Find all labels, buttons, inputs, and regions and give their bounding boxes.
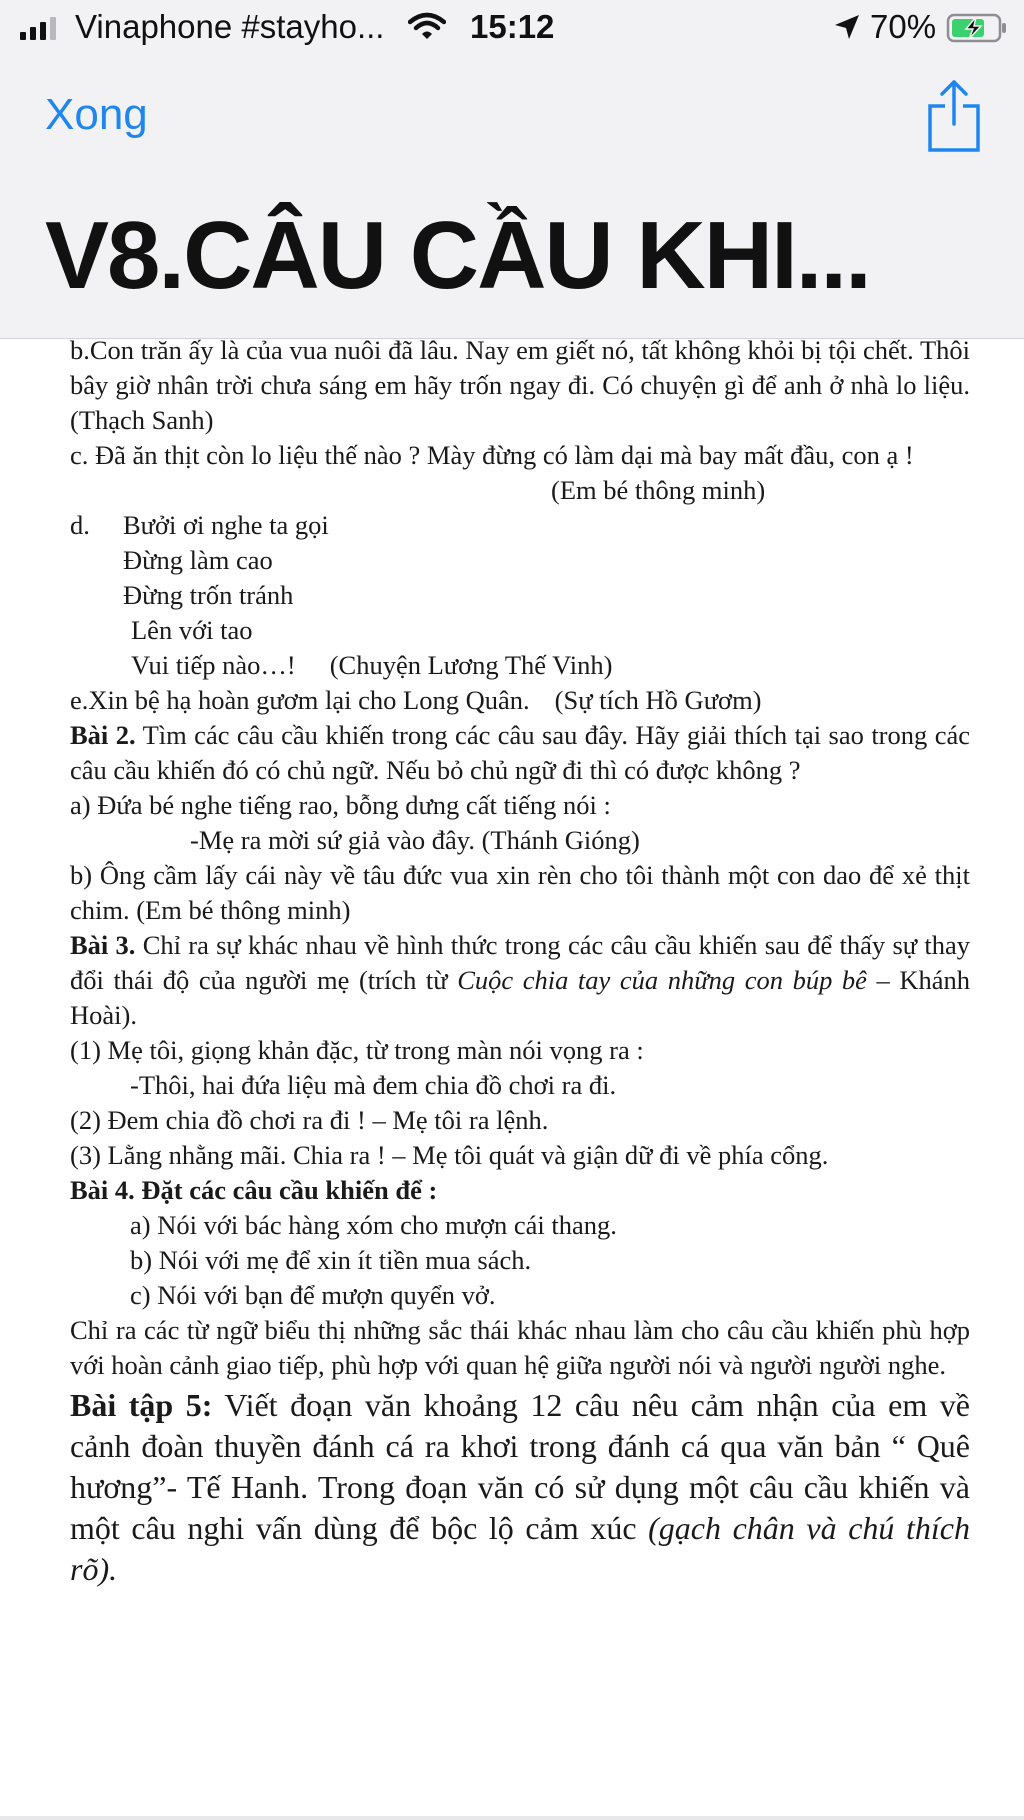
exercise-4-b: b) Nói với mẹ để xin ít tiền mua sách. [130, 1245, 532, 1275]
exercise-3-author: – Khánh Hoài). [70, 965, 970, 1030]
page-bottom-edge [0, 1816, 1024, 1820]
status-bar [0, 0, 1024, 56]
battery-percent: 70% [870, 8, 937, 45]
clock: 15:12 [470, 8, 555, 45]
exercise-2-b: b) Ông cầm lấy cái này về tâu đức vua xin rèn cho tôi thành một con dao để xẻ thịt chim. (Em bé thông minh) [70, 860, 970, 925]
example-b: b.Con trăn ấy là của vua nuôi đã lâu. Nay em giết nó, tất không khỏi bị tội chết. Thôi bây giờ nhân trời chưa sáng em hãy trốn ngay đi. Có chuyện gì để anh ở nhà lo liệu. (Thạch Sanh) [70, 335, 970, 435]
example-d [70, 508, 970, 683]
signal-icon [20, 16, 56, 40]
exercise-3-item-3: (3) Lằng nhằng mãi. Chia ra ! – Mẹ tôi quát và giận dữ đi về phía cổng. [70, 1140, 829, 1170]
exercise-4-text: Chỉ ra các từ ngữ biểu thị những sắc thái khác nhau làm cho câu cầu khiến phù hợp với hoàn cảnh giao tiếp, phù hợp với quan hệ giữa người nói và người người nghe. [70, 1315, 970, 1380]
poem-source: (Chuyện Lương Thế Vinh) [329, 650, 613, 680]
document-viewer-header [0, 0, 1024, 339]
example-e-text: e.Xin bệ hạ hoàn gươm lại cho Long Quân. [70, 685, 530, 715]
poem-line [70, 648, 970, 683]
exercise-3-item-1: (1) Mẹ tôi, giọng khản đặc, từ trong màn nói vọng ra : [70, 1035, 644, 1065]
poem-line: Lên với tao [131, 615, 253, 645]
poem-line-text: Vui tiếp nào…! [131, 650, 296, 680]
exercise-4-heading: Bài 4. Đặt các câu cầu khiến để : [70, 1175, 438, 1205]
example-c: c. Đã ăn thịt còn lo liệu thế nào ? Mày đừng có làm dại mà bay mất đầu, con ạ ! [70, 440, 914, 470]
battery-charging-icon [946, 13, 1008, 43]
exercise-3-text: Chỉ ra sự khác nhau về hình thức trong các câu cầu khiến sau để thấy sự thay đổi thái độ của người mẹ (trích từ [70, 930, 970, 995]
exercise-3-work-title: Cuộc chia tay của những con búp bê [457, 965, 867, 995]
exercise-3-label: Bài 3. [70, 930, 136, 960]
poem-line: Bưởi ơi nghe ta gọi [123, 510, 329, 540]
exercise-3 [70, 928, 970, 1033]
exercise-4-a: a) Nói với bác hàng xóm cho mượn cái thang. [130, 1210, 617, 1240]
exercise-3-item-1-quote: -Thôi, hai đứa liệu mà đem chia đồ chơi ra đi. [130, 1070, 617, 1100]
example-d-label: d. [70, 510, 90, 540]
exercise-3-item-2: (2) Đem chia đồ chơi ra đi ! – Mẹ tôi ra lệnh. [70, 1105, 549, 1135]
exercise-2-a: a) Đứa bé nghe tiếng rao, bỗng dưng cất tiếng nói : [70, 790, 611, 820]
exercise-5-text: Viết đoạn văn khoảng 12 câu nêu cảm nhận của em về cảnh đoàn thuyền đánh cá ra khơi trong đánh cá qua văn bản “ Quê hương”- Tế Hanh. Trong đoạn văn có sử dụng một câu cầu khiến và một câu nghi vấn dùng để bộc lộ cảm xúc [70, 1387, 971, 1546]
example-c-source: (Em bé thông minh) [551, 475, 766, 505]
exercise-2 [70, 718, 970, 788]
document-body [70, 333, 970, 1590]
poem-line: Đừng làm cao [123, 545, 273, 575]
poem-line: Đừng trốn tránh [123, 580, 294, 610]
document-title: V8.CÂU CẦU KHI... [45, 202, 870, 309]
done-button[interactable]: Xong [45, 90, 148, 139]
location-arrow-icon [832, 12, 862, 42]
exercise-2-a-quote: -Mẹ ra mời sứ giả vào đây. (Thánh Gióng) [190, 825, 640, 855]
example-e [70, 683, 970, 718]
exercise-5-label: Bài tập 5: [70, 1387, 213, 1423]
exercise-2-label: Bài 2. [70, 720, 136, 750]
example-e-source: (Sự tích Hồ Gươm) [554, 685, 762, 715]
exercise-2-text: Tìm các câu cầu khiến trong các câu sau đây. Hãy giải thích tại sao trong các câu cầu khiến đó có chủ ngữ. Nếu bỏ chủ ngữ đi thì có được không ? [70, 720, 970, 785]
exercise-5 [70, 1385, 970, 1590]
exercise-5-note: (gạch chân và chú thích rõ). [70, 1510, 971, 1587]
wifi-icon [408, 12, 446, 42]
share-icon[interactable] [926, 78, 982, 154]
exercise-4-c: c) Nói với bạn để mượn quyển vở. [130, 1280, 496, 1310]
carrier-name: Vinaphone #stayho... [75, 8, 385, 45]
